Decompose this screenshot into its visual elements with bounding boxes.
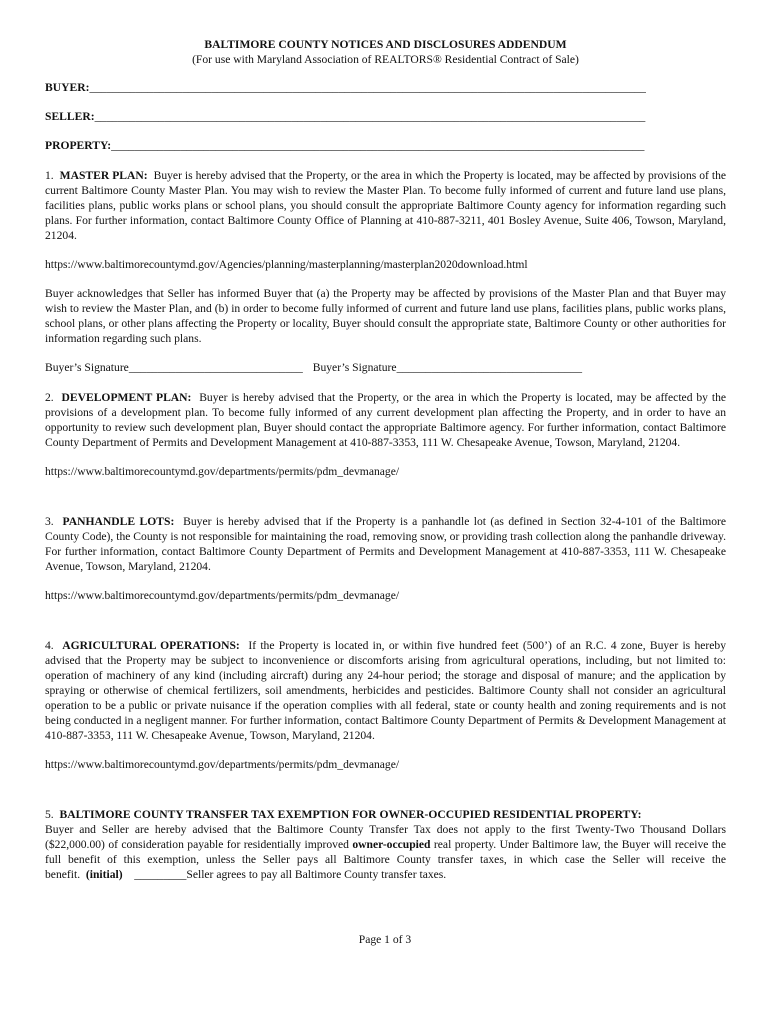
section-number: 3. (45, 515, 54, 528)
seller-field[interactable] (45, 109, 726, 124)
seller-label: SELLER: (45, 110, 95, 123)
signature-row (45, 360, 726, 375)
agricultural-url: https://www.baltimorecountymd.gov/departments/permits/pdm_devmanage/ (45, 758, 400, 771)
buyer-acknowledgement: Buyer acknowledges that Seller has informed Buyer that (a) the Property may be affected by provisions of the Master Plan and that Buyer may wish to review the Master Plan, and (b) in order to become fully informed of current and future land use plans, facilities plans, public works plans, school plans, or other plans affecting the Property or locality, Buyer should consult the appropriate state, Baltimore County or other authorities for information regarding such plans. (45, 287, 726, 345)
section-body: Buyer is hereby advised that the Property, or the area in which the Property is located, may be affected by provisions of the current Baltimore County Master Plan. You may wish to review the Master Plan. To become fully informed of current and future land use plans, facilities plans, public works plans or school plans, you should consult the appropriate Baltimore County agency for information regarding such plans. For further information, contact Baltimore County Office of Planning at 410-887-3211, 401 Bosley Avenue, Suite 406, Towson, Maryland, 21204. (45, 169, 727, 242)
document-subtitle: (For use with Maryland Association of REALTORS® Residential Contract of Sale) (192, 53, 579, 66)
section-body: Buyer is hereby advised that if the Property is a panhandle lot (as defined in Section 32-4-101 of the Baltimore County Code), the County is not responsible for maintaining the road, removing snow, or providing trash collection along the panhandle driveway. For further information, contact Baltimore County Department of Permits and Development Management at 410-887-3353, 111 W. Chesapeake Avenue, Towson, Maryland, 21204. (45, 515, 727, 573)
section-heading-line (45, 807, 726, 822)
buyer-field[interactable] (45, 80, 726, 95)
section-heading: AGRICULTURAL OPERATIONS: (62, 639, 240, 652)
seller-initial-blank[interactable]: _________Seller agrees to pay all Baltimore County transfer taxes. (134, 868, 447, 881)
section-paragraph (45, 514, 726, 574)
section-paragraph (45, 390, 726, 450)
section-panhandle-lots (45, 514, 726, 603)
section-number: 5. (45, 808, 54, 821)
section-paragraph (45, 822, 726, 882)
panhandle-url: https://www.baltimorecountymd.gov/departments/permits/pdm_devmanage/ (45, 589, 400, 602)
section-paragraph (45, 168, 726, 243)
buyer-label: BUYER: (45, 81, 90, 94)
section-transfer-tax (45, 807, 726, 882)
section-agricultural-operations (45, 638, 726, 772)
section-heading: BALTIMORE COUNTY TRANSFER TAX EXEMPTION FOR OWNER-OCCUPIED RESIDENTIAL PROPERTY: (59, 808, 642, 821)
property-label: PROPERTY: (45, 139, 112, 152)
seller-blank[interactable]: _______________________________________________________________________________________________ (94, 110, 646, 123)
section-body-continued: real property. Under Baltimore law, the Buyer will receive the full benefit of this exemption, unless the Seller pays all Baltimore County transfer taxes, in which case the Seller will receive the benefit. (45, 838, 726, 881)
document-title: BALTIMORE COUNTY NOTICES AND DISCLOSURES ADDENDUM (204, 38, 567, 51)
page-number: Page 1 of 3 (358, 933, 412, 946)
section-development-plan (45, 390, 726, 479)
section-number: 1. (45, 169, 54, 182)
buyer-signature-1[interactable]: Buyer’s Signature______________________________ (45, 361, 303, 374)
buyer-blank[interactable]: ________________________________________________________________________________________________ (89, 81, 646, 94)
master-plan-url: https://www.baltimorecountymd.gov/Agencies/planning/masterplanning/masterplan2020download.html (45, 258, 528, 271)
section-body: If the Property is located in, or within five hundred feet (500’) of an R.C. 4 zone, Buyer is hereby advised that the Property may be subject to inconvenience or discomforts arising from agricultural operations, including, but not limited to: operation of machinery of any kind (including aircraft) during any 24-hour period; the storage and disposal of manure; and the application by spraying or otherwise of chemical fertilizers, soil amendments, herbicides and pesticides. Baltimore County shall not consider an agricultural operation to be a public or private nuisance if the operation complies with all federal, state or county health and zoning requirements and is not being conducted in a negligent manner. For further information, contact Baltimore County Department of Permits & Development Management at 410-887-3353, 111 W. Chesapeake Avenue, Towson, Maryland, 21204. (45, 639, 726, 742)
property-blank[interactable]: ____________________________________________________________________________________________ (111, 139, 645, 152)
buyer-signature-2[interactable]: Buyer’s Signature________________________________ (312, 361, 583, 374)
section-heading: DEVELOPMENT PLAN: (61, 391, 192, 404)
section-master-plan (45, 168, 726, 375)
section-number: 4. (45, 639, 54, 652)
owner-occupied-term: owner-occupied (352, 838, 431, 851)
section-heading: PANHANDLE LOTS: (62, 515, 175, 528)
development-plan-url: https://www.baltimorecountymd.gov/departments/permits/pdm_devmanage/ (45, 465, 400, 478)
property-field[interactable] (45, 138, 726, 153)
section-body: Buyer is hereby advised that the Property, or the area in which the Property is located, may be affected by the provisions of a development plan. To become fully informed of any current development plan affecting the Property, and in order to have an opportunity to review such development plan, Buyer should contact the appropriate Baltimore agency. For further information, contact Baltimore County Department of Permits and Development Management at 410-887-3353, 111 W. Chesapeake Avenue, Towson, Maryland, 21204. (45, 391, 727, 449)
initial-label: (initial) (85, 868, 123, 881)
section-number: 2. (45, 391, 54, 404)
section-paragraph (45, 638, 726, 743)
section-body: Buyer and Seller are hereby advised that the Baltimore County Transfer Tax does not apply to the first Twenty-Two Thousand Dollars ($22,000.00) of consideration payable for residentially improved (45, 823, 726, 851)
section-heading: MASTER PLAN: (59, 169, 148, 182)
